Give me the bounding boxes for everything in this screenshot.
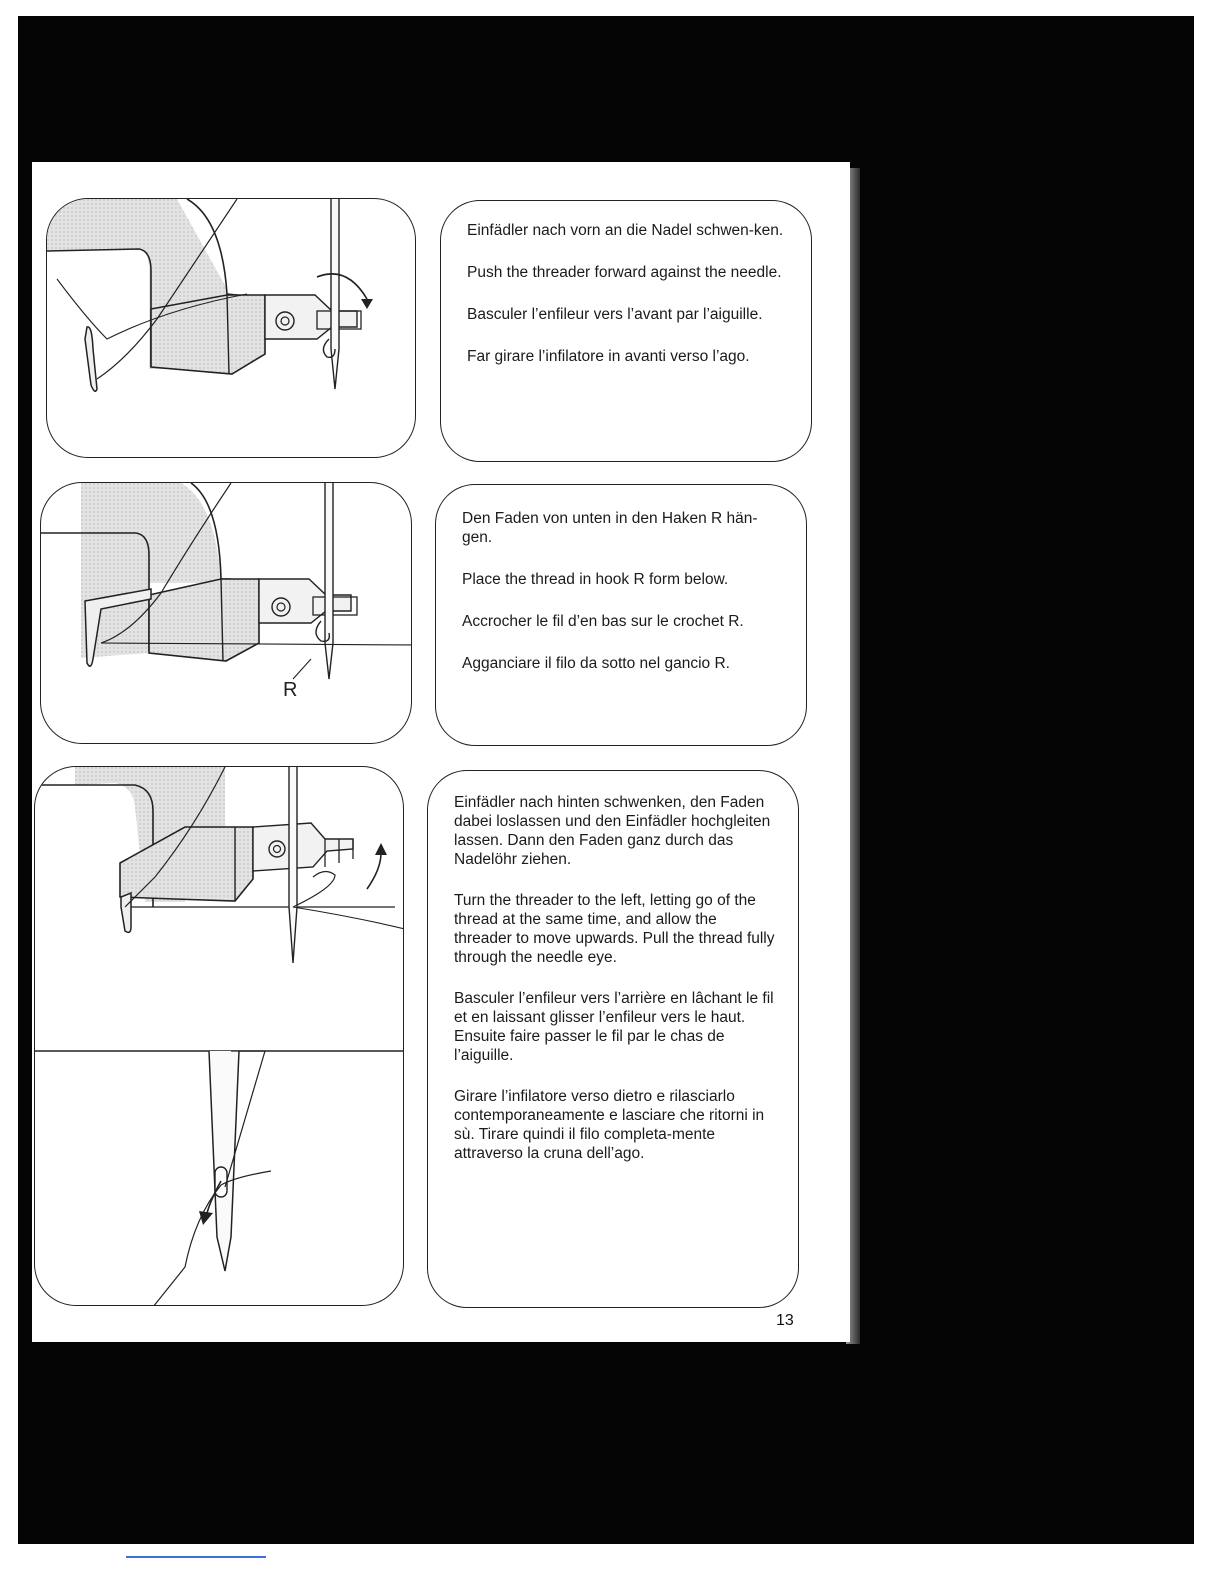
step-2-italian: Agganciare il filo da sotto nel gancio R. bbox=[462, 655, 730, 672]
step-3-french: Basculer l’enfileur vers l’arrière en lâchant le fil et en laissant glisser l’enfileur vers le haut. Ensuite faire passer le fil par le chas de l’aiguille. bbox=[454, 990, 774, 1064]
text-box-step-2 bbox=[435, 484, 807, 746]
step-2-french: Accrocher le fil d’en bas sur le crochet R. bbox=[462, 613, 744, 630]
step-2-english: Place the thread in hook R form below. bbox=[462, 571, 729, 588]
step-1-italian: Far girare l’infilatore in avanti verso l’ago. bbox=[467, 348, 750, 365]
step-1-french: Basculer l’enfileur vers l’avant par l’aiguille. bbox=[467, 306, 763, 323]
hook-r-illustration bbox=[41, 483, 412, 744]
figure-threader-forward bbox=[46, 198, 416, 458]
text-box-step-3 bbox=[427, 770, 799, 1308]
threader-forward-illustration bbox=[47, 199, 416, 458]
link-underline bbox=[126, 1556, 266, 1558]
hook-r-label: R bbox=[283, 679, 298, 701]
text-box-step-1 bbox=[440, 200, 812, 462]
step-1-german: Einfädler nach vorn an die Nadel schwen-ken. bbox=[467, 222, 784, 239]
step-3-german: Einfädler nach hinten schwenken, den Faden dabei loslassen und den Einfädler hochgleiten lassen. Dann den Faden ganz durch das Nadelöhr ziehen. bbox=[454, 794, 771, 868]
figure-threader-back bbox=[34, 766, 404, 1306]
step-2-german: Den Faden von unten in den Haken R hän-gen. bbox=[462, 510, 758, 546]
figure-hook-r bbox=[40, 482, 412, 744]
step-3-italian: Girare l’infilatore verso dietro e rilasciarlo contemporaneamente e lasciare che ritorni in sù. Tirare quindi il filo completa-mente attraverso la cruna dell’ago. bbox=[454, 1088, 765, 1162]
page-number: 13 bbox=[776, 1312, 794, 1329]
threader-back-illustration bbox=[35, 767, 404, 1306]
step-1-english: Push the threader forward against the needle. bbox=[467, 264, 782, 281]
step-3-english: Turn the threader to the left, letting go of the thread at the same time, and allow the threader to move upwards. Pull the thread fully through the needle eye. bbox=[454, 892, 775, 966]
manual-page bbox=[32, 162, 850, 1342]
